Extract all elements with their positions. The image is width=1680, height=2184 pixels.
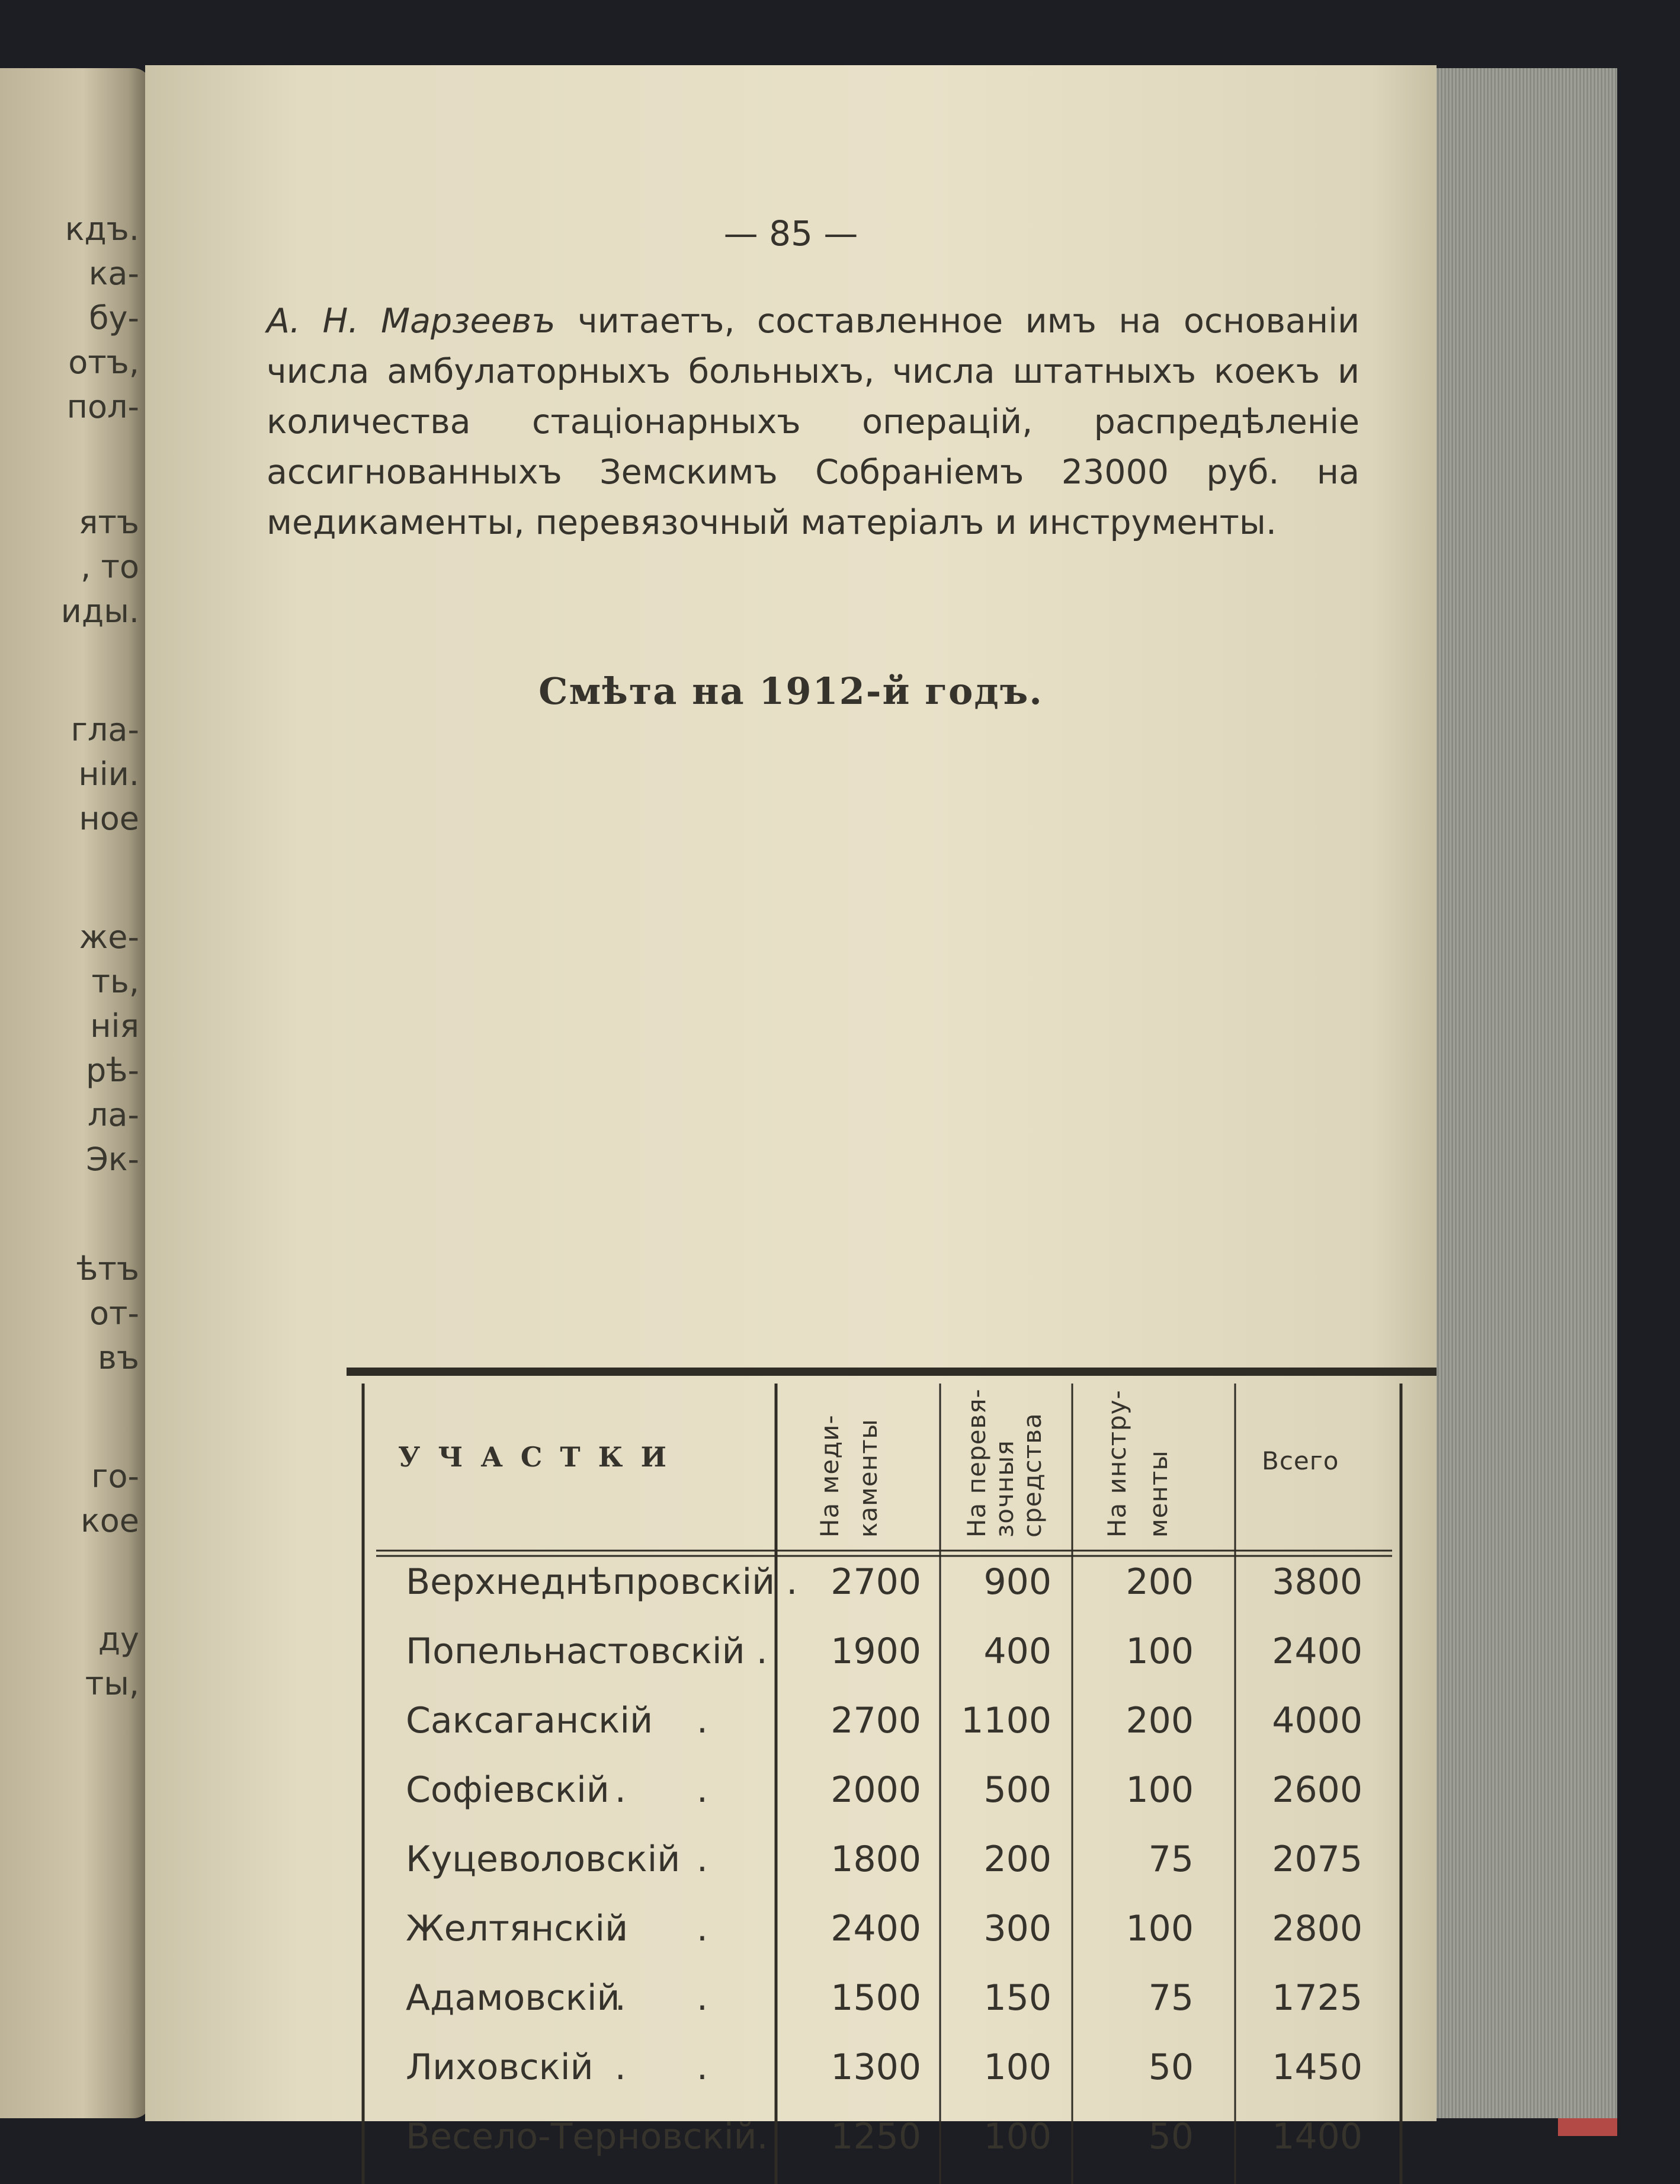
left-page-fragment: го- [91,1458,139,1495]
left-page-fragment: ла- [87,1096,139,1133]
row-dressings: 200 [983,1839,1051,1880]
left-page-edge [0,68,151,2118]
row-medicines: 1500 [831,1977,921,2019]
row-instruments: 50 [1148,2047,1194,2088]
author-name: А. Н. Марзеевъ [267,302,556,341]
row-medicines: 1900 [831,1631,921,1672]
intro-text: читаетъ, составленное имъ на основанiи числа амбулаторныхъ больныхъ, числа штатныхъ коекъ и количества стацiонарныхъ операцій, распредѣленіе ассигнованныхъ Земскимъ Собраніемъ 23000 руб. на медикаменты, перевязочный матеріалъ и инструменты. [267,302,1360,542]
row-dressings: 1100 [961,1700,1051,1741]
header-instruments-1: На инстру- [1102,1389,1131,1538]
left-page-fragment: бу- [89,299,139,337]
left-page-fragment: Эк- [86,1141,139,1178]
left-page-fragment: кое [81,1502,139,1539]
header-total: Всего [1262,1446,1339,1475]
row-medicines: 2700 [831,1700,921,1741]
row-instruments: 200 [1126,1700,1194,1741]
row-district-name: Весело-Терновскій. [406,2116,768,2157]
left-page-fragment: ное [79,800,139,837]
row-instruments: 50 [1148,2116,1194,2157]
intro-paragraph [267,296,1360,548]
page-number: — 85 — [723,213,858,254]
left-page-fragment: иды. [60,593,139,630]
row-total: 1725 [1272,1977,1362,2019]
row-medicines: 1300 [831,2047,921,2088]
row-dressings: 500 [983,1769,1051,1811]
left-page-fragment: нія [90,1007,139,1045]
left-page-fragment: ть, [91,963,139,1000]
left-page-fragment: пол- [66,388,139,425]
row-total: 3800 [1272,1561,1362,1603]
row-dressings: 100 [983,2116,1051,2157]
left-page-text-fragments [0,68,151,2118]
row-leader-dots: . [696,1839,738,1880]
row-instruments: 100 [1126,1631,1194,1672]
left-page-fragment: ѣтъ [76,1250,139,1288]
header-districts: УЧАСТКИ [398,1441,684,1473]
header-dressings-1: На перевя- [962,1388,991,1538]
row-district-name: Куцеволовскій [406,1839,681,1880]
row-district-name: Саксаганскій [406,1700,653,1741]
row-total: 2075 [1272,1839,1362,1880]
left-page-fragment: кдъ. [65,210,139,248]
row-dressings: 400 [983,1631,1051,1672]
left-page-fragment: рѣ- [85,1052,139,1089]
row-district-name: Попельнастовскій . [406,1631,768,1672]
row-leader-dots: . [696,1700,738,1741]
left-page-fragment: от- [89,1295,139,1332]
row-total: 2800 [1272,1908,1362,1949]
header-medicines-2: каменты [854,1418,883,1538]
budget-table [204,681,1448,2157]
row-medicines: 2000 [831,1769,921,1811]
row-leader-dots: . . [614,2047,738,2088]
table-rows [406,1561,1362,2157]
left-page-fragment: въ [98,1339,139,1376]
row-total: 1450 [1272,2047,1362,2088]
table-title: Смѣта на 1912-й годъ. [538,670,1043,713]
header-dressings-2: зочныя [990,1440,1019,1538]
row-total: 1400 [1272,2116,1362,2157]
row-leader-dots: . . [614,1908,738,1949]
left-page-fragment: отъ, [68,344,139,381]
row-medicines: 2400 [831,1908,921,1949]
row-medicines: 1250 [831,2116,921,2157]
row-leader-dots: . . [614,1977,738,2019]
left-page-fragment: же- [79,918,139,956]
page-block-edge [1428,68,1617,2118]
left-page-fragment: ятъ [78,504,139,541]
row-medicines: 2700 [831,1561,921,1603]
row-district-name: Софіевскій [406,1769,610,1811]
row-dressings: 100 [983,2047,1051,2088]
row-dressings: 150 [983,1977,1051,2019]
row-district-name: Верхнеднѣпровскій . [406,1561,798,1603]
row-instruments: 75 [1148,1839,1194,1880]
left-page-fragment: ка- [88,255,139,292]
row-dressings: 900 [983,1561,1051,1603]
row-district-name: Желтянскій [406,1908,629,1949]
row-leader-dots: . . [614,1769,738,1811]
row-instruments: 100 [1126,1769,1194,1811]
header-medicines-1: На меди- [815,1414,844,1538]
budget-table-svg [204,681,1448,2157]
row-dressings: 300 [983,1908,1051,1949]
left-page-fragment: ду [98,1621,139,1658]
row-total: 2600 [1272,1769,1362,1811]
row-instruments: 75 [1148,1977,1194,2019]
header-instruments-2: менты [1144,1450,1173,1538]
row-instruments: 100 [1126,1908,1194,1949]
row-total: 2400 [1272,1631,1362,1672]
book-page [145,65,1437,2157]
row-district-name: Лиховскій [406,2047,594,2088]
left-page-fragment: нiи. [78,755,139,793]
left-page-fragment: , то [81,548,139,585]
row-district-name: Адамовскій [406,1977,620,2019]
left-page-fragment: ты, [85,1665,139,1702]
row-instruments: 200 [1126,1561,1194,1603]
left-page-fragment: гла- [70,711,139,748]
header-dressings-3: средства [1018,1413,1047,1538]
row-total: 4000 [1272,1700,1362,1741]
row-medicines: 1800 [831,1839,921,1880]
